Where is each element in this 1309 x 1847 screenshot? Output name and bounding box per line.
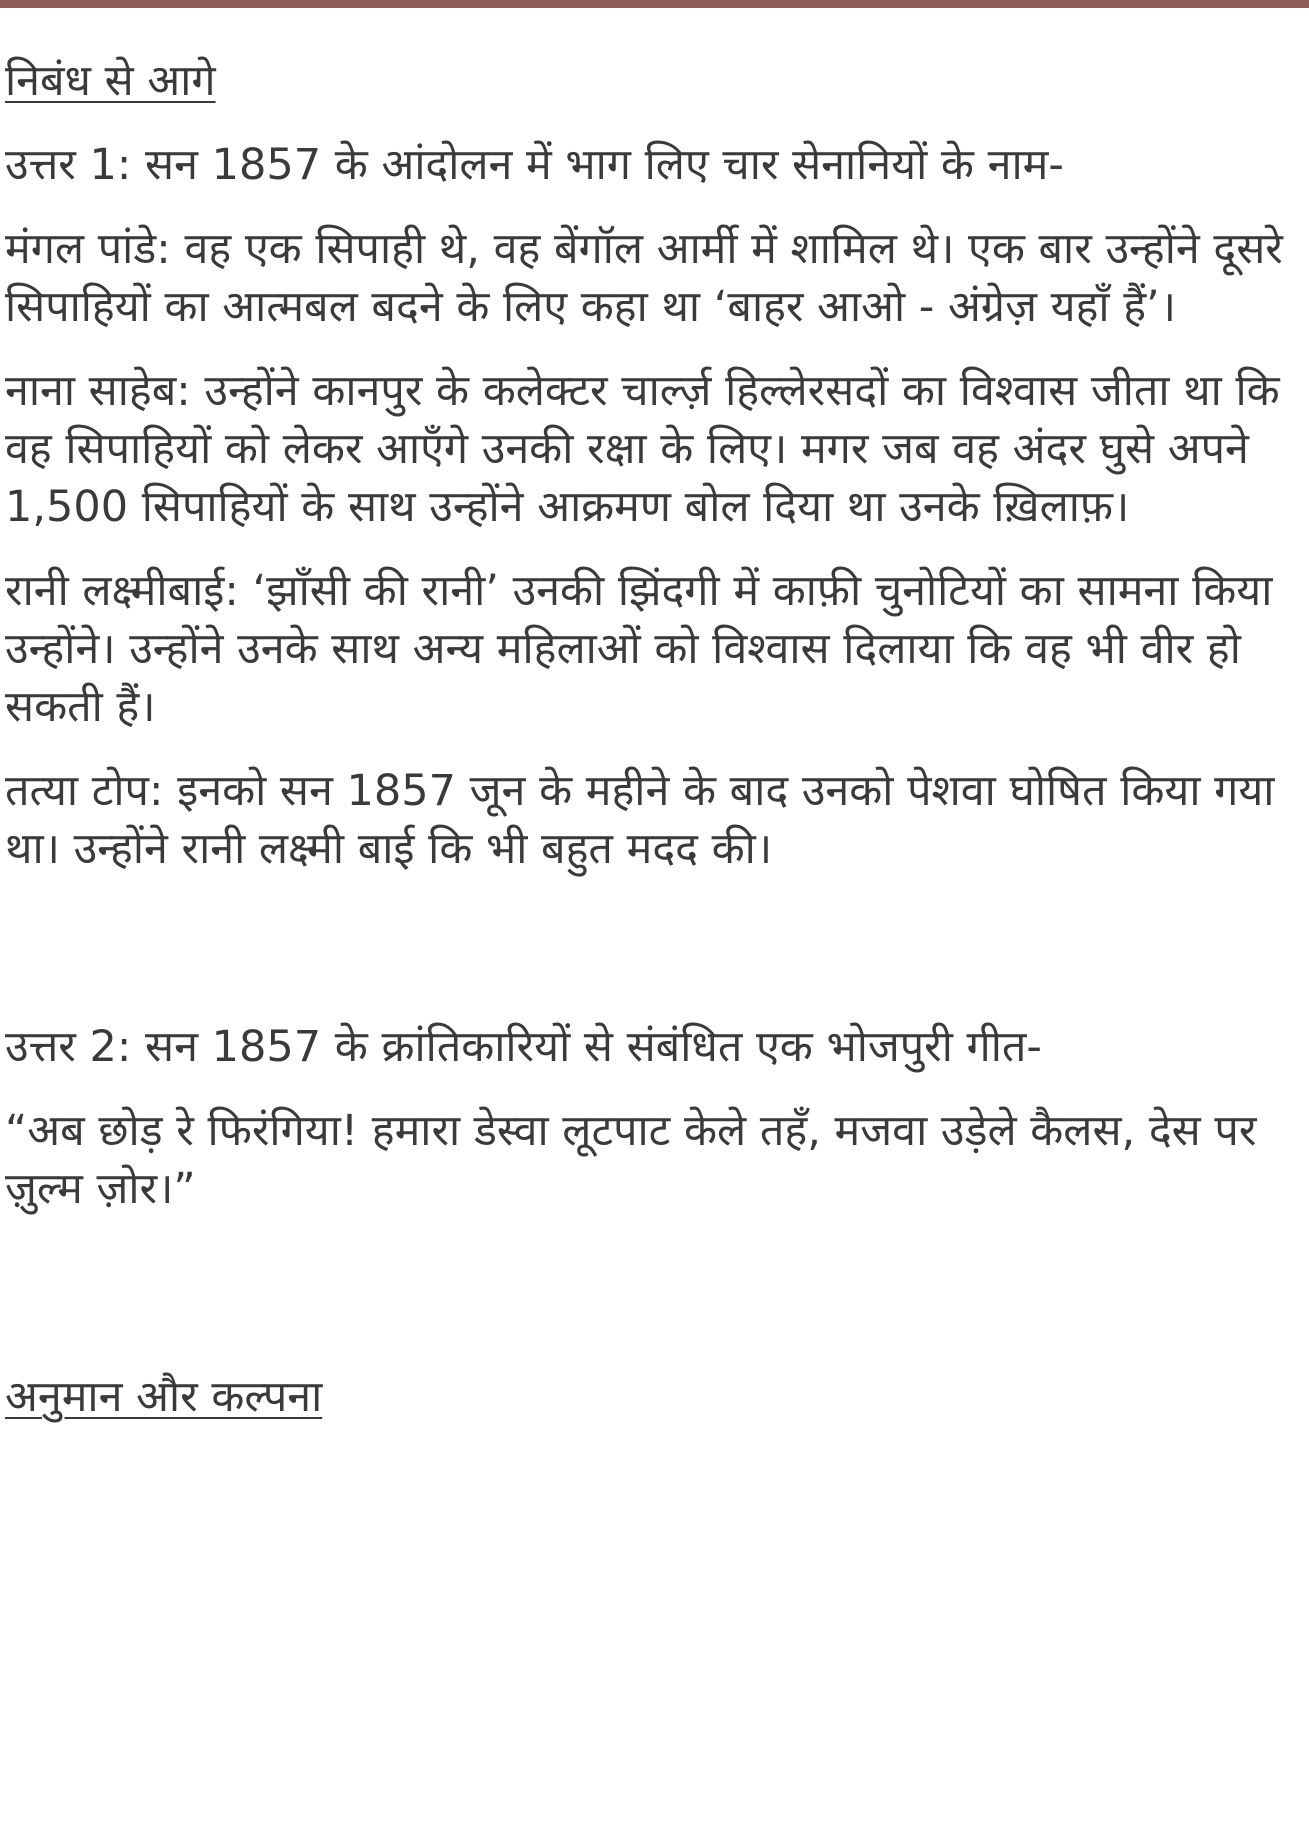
paragraph-tatya-tope: तत्या टोप: इनको सन 1857 जून के महीने के बाद उनको पेशवा घोषित किया गया था। उन्होंने रानी लक्ष्मी बाई कि भी बहुत मदद की। [5, 766, 1275, 874]
bhojpuri-song-quote: “अब छोड़ रे फिरंगिया! हमारा डेस्वा लूटपाट केले तहँ, मजवा उड़ेले कैलस, देस पर ज़ुल्म ज़ोर।” [5, 1106, 1257, 1214]
section-heading-anuman-aur-kalpana: अनुमान और कल्पना [5, 1372, 323, 1422]
paragraph-mangal-pandey: मंगल पांडे: वह एक सिपाही थे, वह बेंगॉल आर्मी में शामिल थे। एक बार उन्होंने दूसरे सिपाहियों का आत्मबल बदने के लिए कहा था ‘बाहर आओ - अंग्रेज़ यहाँ हैं’। [5, 224, 1283, 332]
paragraph-nana-sahib: नाना साहेब: उन्होंने कानपुर के कलेक्टर चार्ल्ज़ हिल्लेरसदों का विश्वास जीता था कि वह सिपाहियों को लेकर आएँगे उनकी रक्षा के लिए। मगर जब वह अंदर घुसे अपने 1,500 सिपाहियों के साथ उन्होंने आक्रमण बोल दिया था उनके ख़िलाफ़। [5, 366, 1280, 532]
paragraph-rani-lakshmibai: रानी लक्ष्मीबाई: ‘झाँसी की रानी’ उनकी झिंदगी में काफ़ी चुनोटियों का सामना किया उन्होंने। उन्होंने उनके साथ अन्य महिलाओं को विश्वास दिलाया कि वह भी वीर हो सकती हैं। [5, 566, 1273, 732]
top-border-bar [0, 0, 1309, 8]
answer-2-intro: उत्तर 2: सन 1857 के क्रांतिकारियों से संबंधित एक भोजपुरी गीत- [5, 1022, 1042, 1072]
document-body [5, 52, 1300, 1426]
answer-1-intro: उत्तर 1: सन 1857 के आंदोलन में भाग लिए चार सेनानियों के नाम- [5, 140, 1064, 190]
section-heading-nibandh-se-aage: निबंध से आगे [5, 56, 216, 106]
